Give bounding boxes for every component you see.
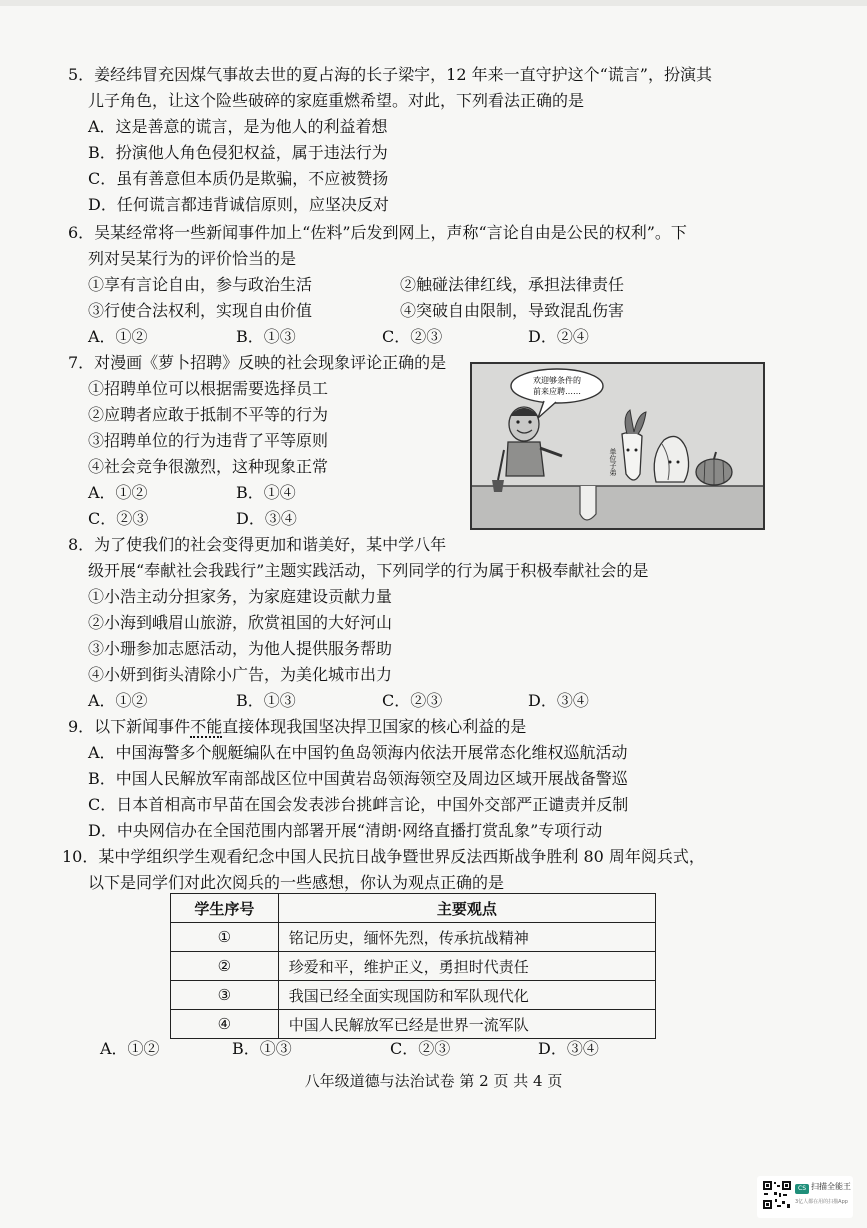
table-cell-view: 铭记历史，缅怀先烈，传承抗战精神: [278, 923, 655, 952]
q8-item-2: ②小海到峨眉山旅游，欣赏祖国的大好河山: [88, 613, 393, 632]
q7-item-1: ①招聘单位可以根据需要选择员工: [88, 379, 329, 398]
table-row: [171, 923, 656, 952]
q9-stem-emphasis: 不能: [190, 717, 223, 736]
table-cell-view: 珍爱和平，维护正义，勇担时代责任: [278, 952, 655, 981]
q8-item-3: ③小珊参加志愿活动，为他人提供服务帮助: [88, 639, 393, 658]
q5-stem-line2: 儿子角色，让这个险些破碎的家庭重燃希望。对此，下列看法正确的是: [88, 91, 585, 110]
camscanner-logo: CS: [795, 1184, 809, 1194]
q5-stem-line1: 5．姜经纬冒充因煤气事故去世的夏占海的长子梁宇，12 年来一直守护这个“谎言”，扮演其: [68, 65, 712, 84]
q6-item-3: ③行使合法权利，实现自由价值: [88, 301, 313, 320]
table-cell-view: 中国人民解放军已经是世界一流军队: [278, 1010, 655, 1039]
table-cell-view: 我国已经全面实现国防和军队现代化: [278, 981, 655, 1010]
q9-stem-pre: 9．以下新闻事件: [68, 717, 191, 736]
q7-option-b: B．①④: [236, 483, 296, 502]
qr-code-icon: [762, 1180, 792, 1210]
q9-option-a: A．中国海警多个舰艇编队在中国钓鱼岛领海内依法开展常态化维权巡航活动: [88, 743, 628, 762]
q9-option-d: D．中央网信办在全国范围内部署开展“清朗·网络直播打赏乱象”专项行动: [88, 821, 603, 840]
q6-item-2: ②触碰法律红线，承担法律责任: [400, 275, 625, 294]
scan-edge: [0, 0, 867, 6]
q8-item-1: ①小浩主动分担家务，为家庭建设贡献力量: [88, 587, 393, 606]
table-row: [171, 981, 656, 1010]
q10-option-c: C．②③: [390, 1039, 451, 1058]
q5-option-b: B．扮演他人角色侵犯权益，属于违法行为: [88, 143, 388, 162]
q10-option-d: D．③④: [538, 1039, 599, 1058]
q7-option-c: C．②③: [88, 509, 149, 528]
scanner-app-name: 扫描全能王: [811, 1182, 851, 1191]
q6-stem-line1: 6．吴某经常将一些新闻事件加上“佐料”后发到网上，声称“言论自由是公民的权利”。下: [68, 223, 687, 242]
q8-option-d: D．③④: [528, 691, 589, 710]
q7-option-d: D．③④: [236, 509, 297, 528]
q6-item-1: ①享有言论自由，参与政治生活: [88, 275, 313, 294]
q6-option-c: C．②③: [382, 327, 443, 346]
q6-option-b: B．①③: [236, 327, 296, 346]
q10-opinion-table: [170, 893, 656, 1039]
cartoon-speech-line2: 前来应聘……: [533, 387, 581, 396]
q7-item-2: ②应聘者应敢于抵制不平等的行为: [88, 405, 329, 424]
table-cell-number: ③: [171, 981, 279, 1010]
q8-stem-line2: 级开展“奉献社会我践行”主题实践活动，下列同学的行为属于积极奉献社会的是: [88, 561, 649, 580]
q6-option-a: A．①②: [88, 327, 148, 346]
q9-option-b: B．中国人民解放军南部战区位中国黄岩岛领海领空及周边区域开展战备警巡: [88, 769, 628, 788]
q9-option-c: C．日本首相高市早苗在国会发表涉台挑衅言论，中国外交部严正谴责并反制: [88, 795, 629, 814]
q10-stem-line2: 以下是同学们对此次阅兵的一些感想，你认为观点正确的是: [88, 873, 505, 892]
q5-option-d: D．任何谎言都违背诚信原则，应坚决反对: [88, 195, 389, 214]
carrot-recruitment-cartoon: [470, 362, 765, 530]
q9-stem-post: 直接体现我国坚决捍卫国家的核心利益的是: [222, 717, 527, 736]
cartoon-speech-line1: 欢迎够条件的: [533, 376, 581, 385]
cartoon-drawing: [472, 364, 763, 528]
q8-option-a: A．①②: [88, 691, 148, 710]
table-cell-number: ①: [171, 923, 279, 952]
carrot-label: 单位子弟: [609, 448, 617, 476]
q8-option-c: C．②③: [382, 691, 443, 710]
q7-stem-line1: 7．对漫画《萝卜招聘》反映的社会现象评论正确的是: [68, 353, 447, 372]
scanner-watermark-badge: [757, 1176, 853, 1218]
q7-option-a: A．①②: [88, 483, 148, 502]
q9-stem: [68, 714, 526, 740]
table-row: [171, 1010, 656, 1039]
table-header-view: 主要观点: [278, 894, 655, 923]
table-header-row: [171, 894, 656, 923]
table-cell-number: ②: [171, 952, 279, 981]
scanner-app-slogan: 3亿人都在用的扫描App: [795, 1199, 848, 1205]
q8-item-4: ④小妍到街头清除小广告，为美化城市出力: [88, 665, 393, 684]
table-header-student: 学生序号: [171, 894, 279, 923]
page-footer: 八年级道德与法治试卷 第 2 页 共 4 页: [304, 1072, 563, 1090]
q8-option-b: B．①③: [236, 691, 296, 710]
table-row: [171, 952, 656, 981]
q10-stem-line1: 10．某中学组织学生观看纪念中国人民抗日战争暨世界反法西斯战争胜利 80 周年阅兵式，: [62, 847, 705, 866]
q8-stem-line1: 8．为了使我们的社会变得更加和谐美好，某中学八年: [68, 535, 447, 554]
table-cell-number: ④: [171, 1010, 279, 1039]
q5-option-c: C．虽有善意但本质仍是欺骗，不应被赞扬: [88, 169, 389, 188]
q7-item-4: ④社会竞争很激烈，这种现象正常: [88, 457, 329, 476]
q5-option-a: A．这是善意的谎言，是为他人的利益着想: [88, 117, 388, 136]
q6-option-d: D．②④: [528, 327, 589, 346]
q10-option-a: A．①②: [100, 1039, 160, 1058]
q6-item-4: ④突破自由限制，导致混乱伤害: [400, 301, 625, 320]
q10-option-b: B．①③: [232, 1039, 292, 1058]
q6-stem-line2: 列对吴某行为的评价恰当的是: [88, 249, 297, 268]
q7-item-3: ③招聘单位的行为违背了平等原则: [88, 431, 329, 450]
